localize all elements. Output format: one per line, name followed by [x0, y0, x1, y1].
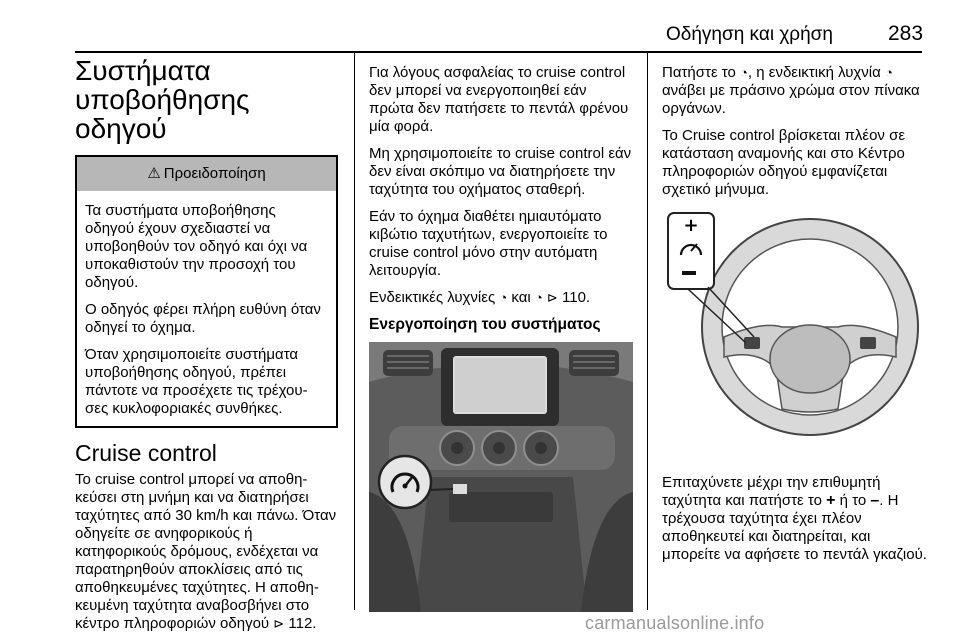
column-2: [369, 64, 634, 612]
paragraph: Το Cruise control βρίσκεται πλέον σε κατάσταση αναμονής και στο Κέντρο πληροφοριών οδηγού εμφανίζεται σχετικό μήνυμα.: [662, 127, 906, 198]
plus-icon: +: [826, 492, 836, 509]
cruise-standby-icon: ◔: [884, 65, 893, 80]
warning-paragraph: Τα συστήματα υποβοήθησης οδηγού έχουν σχεδιαστεί να υποβοηθούν τον οδηγό και όχι να υποκαθιστούν την προσοχή του οδηγού.: [85, 202, 308, 291]
cruise-control-heading: Cruise control: [75, 440, 217, 466]
paragraph: Εάν το όχημα διαθέτει ημιαυτόματο κιβώτιο ταχυτήτων, ενεργοποιείτε το cruise control μόνο στην αυτόματη λειτουργία.: [369, 208, 608, 279]
column-1: [75, 54, 338, 642]
indicator-paragraph: Ενδεικτικές λυχνίες ◔ και ◔ ⊳ 110.: [369, 289, 591, 306]
page-header: [0, 0, 960, 52]
minus-icon: –: [870, 492, 880, 509]
page-reference-icon: ⊳: [273, 616, 285, 631]
warning-paragraph: Ο οδηγός φέρει πλήρη ευθύνη όταν οδηγεί το όχημα.: [85, 301, 321, 336]
paragraph: Πατήστε το ◔, η ενδεικτική λυχνία ◔ ανάβει με πράσινο χρώμα στον πίνακα οργάνων.: [662, 64, 920, 117]
warning-body: [77, 191, 336, 426]
column-divider: [354, 53, 355, 610]
dashboard-illustration: [369, 342, 633, 612]
cruise-control-icon: ◔: [499, 290, 508, 305]
cruise-standby-icon: ◔: [534, 290, 543, 305]
warning-label: Προειδοποίηση: [163, 165, 266, 182]
warning-triangle-icon: ⚠: [147, 165, 161, 182]
cruise-paragraph: Το cruise control μπορεί να αποθη-κεύσει στη μνήμη και να διατηρήσει ταχύτητες από 30 km/h και πάνω. Όταν οδηγείτε σε ανηφορικούς ή κατηφορικούς δρόμους, ενδέχεται να παρατηρηθούν αποκλίσεις από τις αποθηκευμένες ταχύτητες. Η αποθη-κευμένη ταχύτητα αναβοσβήνει στο κέντρο πληροφοριών οδηγού ⊳ 112.: [75, 471, 337, 632]
section-heading: Συστήματα υποβοήθησης οδηγού: [75, 55, 250, 144]
warning-box: [75, 155, 338, 428]
paragraph: Επιταχύνετε μέχρι την επιθυμητή ταχύτητα και πατήστε το + ή το –. Η τρέχουσα ταχύτητα έχει πλέον αποθηκευτεί και διατηρείται, και μπορείτε να αφήσετε το πεντάλ γκαζιού.: [662, 474, 927, 563]
activation-heading: Ενεργοποίηση του συστήματος: [369, 316, 601, 333]
watermark: carmanualsonline.info: [585, 613, 765, 633]
section-title: Οδήγηση και χρήση: [666, 24, 833, 45]
warning-paragraph: Όταν χρησιμοποιείτε συστήματα υποβοήθησης οδηγού, πρέπει πάντοτε να προσέχετε τις τρέχου-σες κυκλοφοριακές συνθήκες.: [85, 346, 308, 417]
steering-wheel-illustration: [662, 209, 928, 464]
page-reference-icon: ⊳: [546, 290, 558, 305]
reference-link[interactable]: 110.: [562, 289, 591, 306]
warning-header: [77, 157, 336, 191]
page-number: 283: [888, 22, 924, 45]
cruise-control-icon: ◔: [740, 65, 748, 80]
reference-link[interactable]: 112.: [288, 615, 317, 632]
column-divider: [647, 53, 648, 610]
column-3: [662, 64, 928, 573]
svg-text:+: +: [683, 215, 699, 236]
paragraph: Για λόγους ασφαλείας το cruise control δεν μπορεί να ενεργοποιηθεί εάν πρώτα δεν πατήσετε το πεντάλ φρένου μία φορά.: [369, 64, 629, 135]
header-rule: [75, 51, 922, 53]
paragraph: Μη χρησιμοποιείτε το cruise control εάν δεν είναι σκόπιμο να διατηρήσετε την ταχύτητα του οχήματος σταθερή.: [369, 145, 632, 198]
